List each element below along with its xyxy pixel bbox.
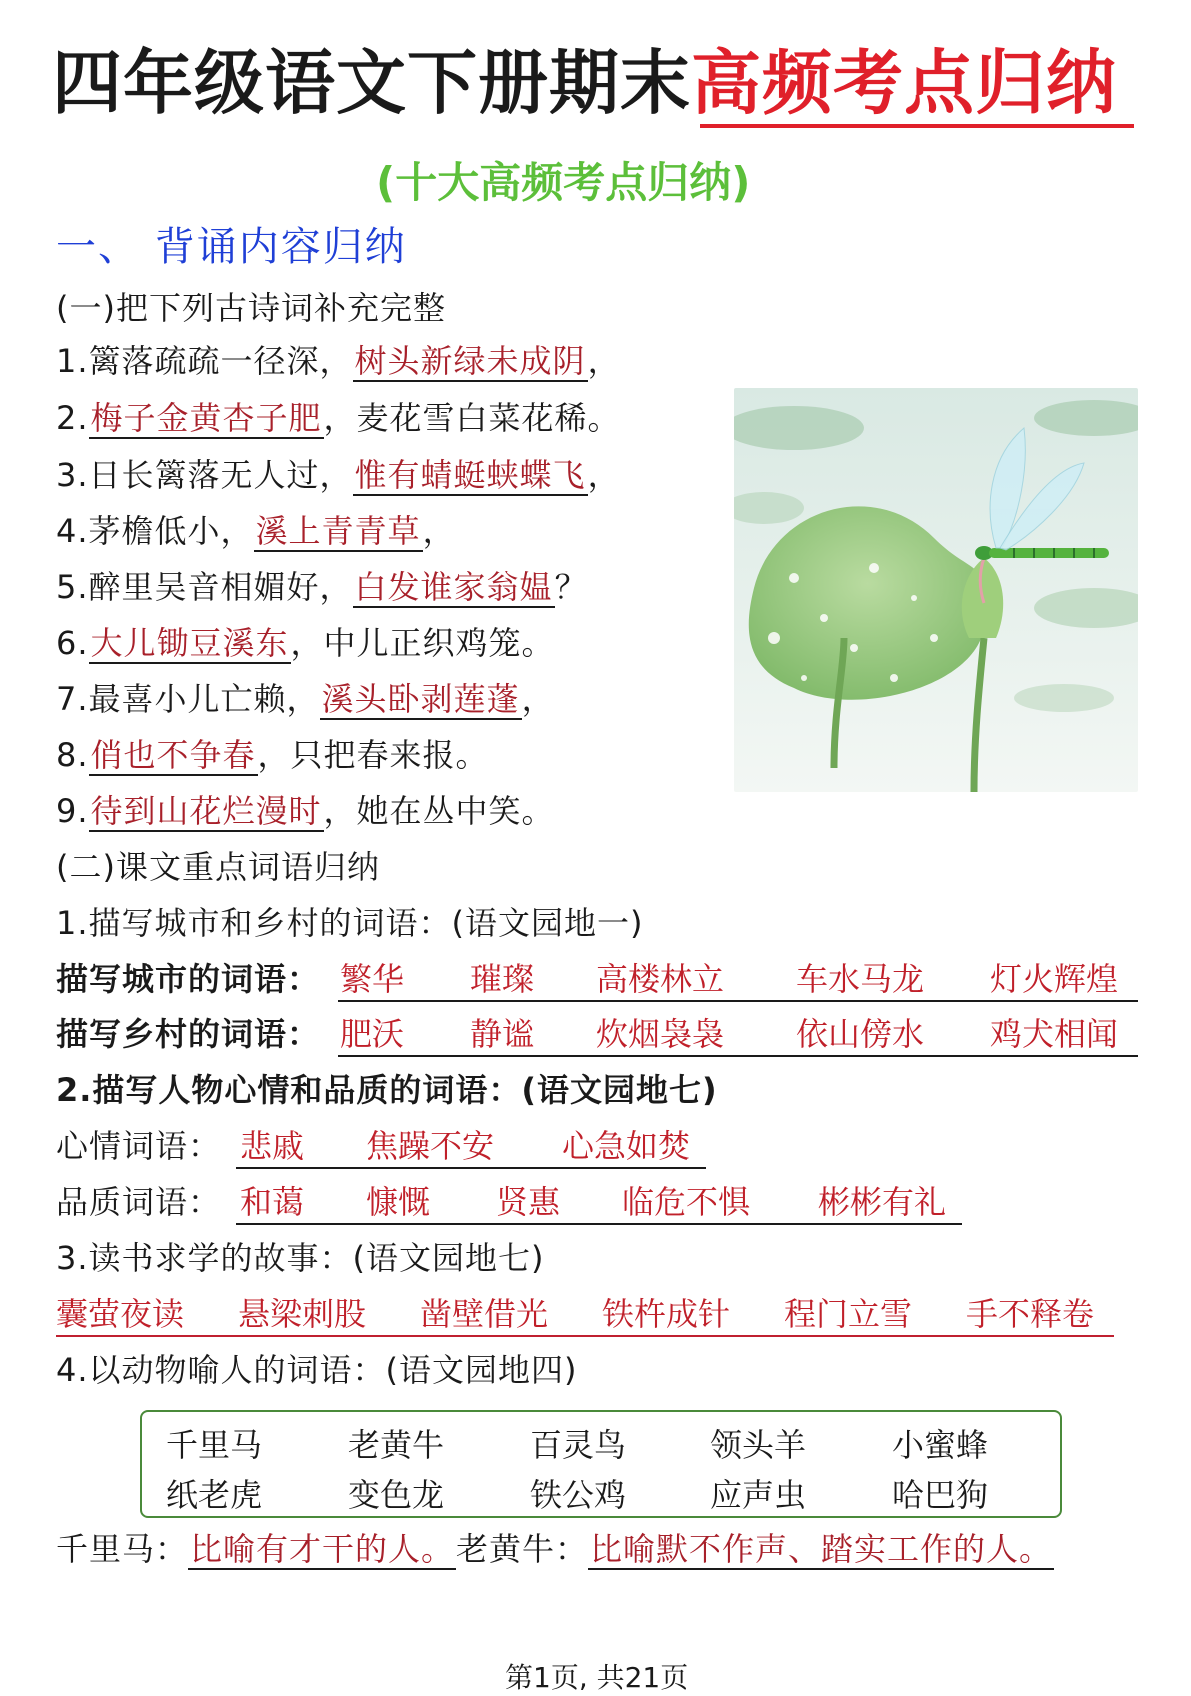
meaning-label: 老黄牛：	[456, 1530, 589, 1568]
meaning-row	[56, 1528, 1054, 1570]
word: 悲戚	[240, 1127, 305, 1165]
word: 手不释卷	[966, 1295, 1095, 1333]
word: 炊烟袅袅	[596, 1015, 725, 1053]
underline	[236, 1223, 962, 1225]
underline	[338, 1055, 1138, 1057]
word: 璀璨	[470, 960, 535, 998]
question-1: 1.描写城市和乡村的词语：(语文园地一)	[56, 904, 644, 942]
word: 临危不惧	[622, 1183, 751, 1221]
poem-line: 4.茅檐低小，溪上青青草，	[56, 512, 456, 550]
poem-line: 5.醉里吴音相媚好，白发谁家翁媪？	[56, 568, 588, 606]
section-heading: 一、 背诵内容归纳	[56, 224, 407, 270]
answer: 溪头卧剥莲蓬	[321, 680, 520, 718]
word: 依山傍水	[796, 1015, 925, 1053]
underline	[338, 1000, 1138, 1002]
answer: 树头新绿未成阴	[354, 342, 586, 380]
answer: 溪上青青草	[255, 512, 421, 550]
question-2: 2.描写人物心情和品质的词语：(语文园地七)	[56, 1071, 718, 1109]
page-footer: 第1页, 共21页	[505, 1661, 689, 1694]
city-words-label: 描写城市的词语：	[56, 960, 321, 998]
poem-line: 8.俏也不争春，只把春来报。	[56, 736, 489, 774]
word: 悬梁刺股	[238, 1295, 367, 1333]
word: 铁杵成针	[602, 1295, 731, 1333]
meaning-label: 千里马：	[56, 1530, 189, 1568]
mood-words-label: 心情词语：	[56, 1127, 222, 1165]
part1-heading: (一)把下列古诗词补充完整	[56, 289, 446, 327]
quality-words-label: 品质词语：	[56, 1183, 222, 1221]
word: 程门立雪	[784, 1295, 913, 1333]
word: 车水马龙	[796, 960, 925, 998]
word: 鸡犬相闻	[990, 1015, 1119, 1053]
word: 高楼林立	[596, 960, 725, 998]
title-red: 高频考点归纳	[691, 42, 1117, 124]
subtitle: (十大高频考点归纳)	[376, 158, 751, 207]
word: 灯火辉煌	[990, 960, 1119, 998]
animal-word: 应声虫	[710, 1476, 807, 1514]
poem-line: 9.待到山花烂漫时，她在丛中笑。	[56, 792, 555, 830]
animal-word: 老黄牛	[348, 1426, 445, 1464]
word: 肥沃	[340, 1015, 405, 1053]
animal-word: 变色龙	[348, 1476, 445, 1514]
question-4: 4.以动物喻人的词语：(语文园地四)	[56, 1351, 578, 1389]
poem-line: 6.大儿锄豆溪东，中儿正织鸡笼。	[56, 624, 555, 662]
underline	[236, 1167, 706, 1169]
animal-word: 千里马	[166, 1426, 263, 1464]
answer: 白发谁家翁媪	[354, 568, 553, 606]
poem-line: 2.梅子金黄杏子肥，麦花雪白菜花稀。	[56, 399, 621, 437]
underline	[56, 1335, 1114, 1337]
animal-word: 纸老虎	[166, 1476, 263, 1514]
poem-line: 3.日长篱落无人过，惟有蜻蜓蛱蝶飞，	[56, 456, 621, 494]
question-3: 3.读书求学的故事：(语文园地七)	[56, 1239, 545, 1277]
meaning: 比喻有才干的人。	[190, 1530, 455, 1568]
title-underline	[700, 124, 1134, 128]
word: 心急如焚	[562, 1127, 691, 1165]
word: 凿壁借光	[420, 1295, 549, 1333]
word: 慷慨	[366, 1183, 431, 1221]
meaning: 比喻默不作声、踏实工作的人。	[590, 1530, 1053, 1568]
village-words-label: 描写乡村的词语：	[56, 1015, 321, 1053]
animal-word: 铁公鸡	[530, 1476, 627, 1514]
word: 静谧	[470, 1015, 535, 1053]
story-words	[56, 1293, 1136, 1335]
answer: 梅子金黄杏子肥	[90, 399, 322, 437]
word: 繁华	[340, 960, 405, 998]
answer: 待到山花烂漫时	[90, 792, 322, 830]
answer: 俏也不争春	[90, 736, 256, 774]
animal-word: 哈巴狗	[892, 1476, 989, 1514]
answer: 大儿锄豆溪东	[90, 624, 289, 662]
word: 焦躁不安	[366, 1127, 495, 1165]
dragonfly-lotus-illustration	[734, 388, 1138, 792]
animal-word: 小蜜蜂	[892, 1426, 989, 1464]
part2-heading: (二)课文重点词语归纳	[56, 848, 380, 886]
animal-word: 百灵鸟	[530, 1426, 627, 1464]
answer: 惟有蜻蜓蛱蝶飞	[354, 456, 586, 494]
page-title	[52, 38, 1117, 128]
word: 贤惠	[496, 1183, 561, 1221]
word: 囊萤夜读	[56, 1295, 185, 1333]
poem-line: 7.最喜小儿亡赖，溪头卧剥莲蓬，	[56, 680, 555, 718]
word: 彬彬有礼	[818, 1183, 947, 1221]
poem-line: 1.篱落疏疏一径深，树头新绿未成阴，	[56, 342, 621, 380]
word: 和蔼	[240, 1183, 305, 1221]
title-black: 四年级语文下册期末	[52, 42, 691, 124]
animal-word: 领头羊	[710, 1426, 807, 1464]
